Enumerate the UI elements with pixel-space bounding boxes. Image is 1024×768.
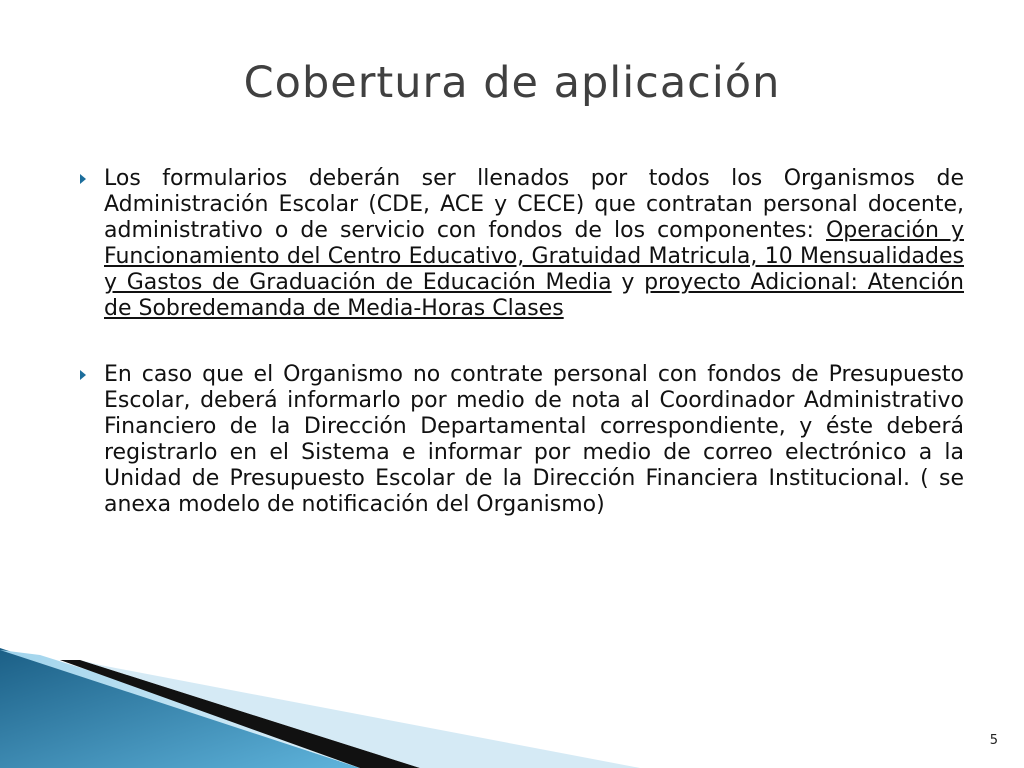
bullet-item xyxy=(80,166,964,322)
triangle-bullet-icon xyxy=(80,370,86,380)
bullet-item xyxy=(80,362,964,518)
underlined-project-text: proyecto Adicional: Atención de Sobredemanda de Media-Horas Clases xyxy=(104,270,964,321)
bullet-text-connector: y xyxy=(611,270,645,295)
slide-title: Cobertura de aplicación xyxy=(243,58,781,108)
triangle-bullet-icon xyxy=(80,174,86,184)
bullet-list xyxy=(80,166,964,558)
bullet-text: Los formularios deberán ser llenados por todos los Organismos de Administración Escolar (CDE, ACE y CECE) que contratan personal docente, administrativo o de servicio con fondos de los componentes: xyxy=(104,166,964,243)
bullet-text: En caso que el Organismo no contrate personal con fondos de Presupuesto Escolar, deberá informarlo por medio de nota al Coordinador Administrativo Financiero de la Dirección Departamental correspondiente, y éste deberá registrarlo en el Sistema e informar por medio de correo electrónico a la Unidad de Presupuesto Escolar de la Dirección Financiera Institucional. ( se anexa modelo de notificación del Organismo) xyxy=(104,362,964,517)
underlined-components-text: Operación y Funcionamiento del Centro Educativo, Gratuidad Matricula, 10 Mensualidades y Gastos de Graduación de Educación Media xyxy=(104,218,964,295)
page-number: 5 xyxy=(989,733,998,748)
